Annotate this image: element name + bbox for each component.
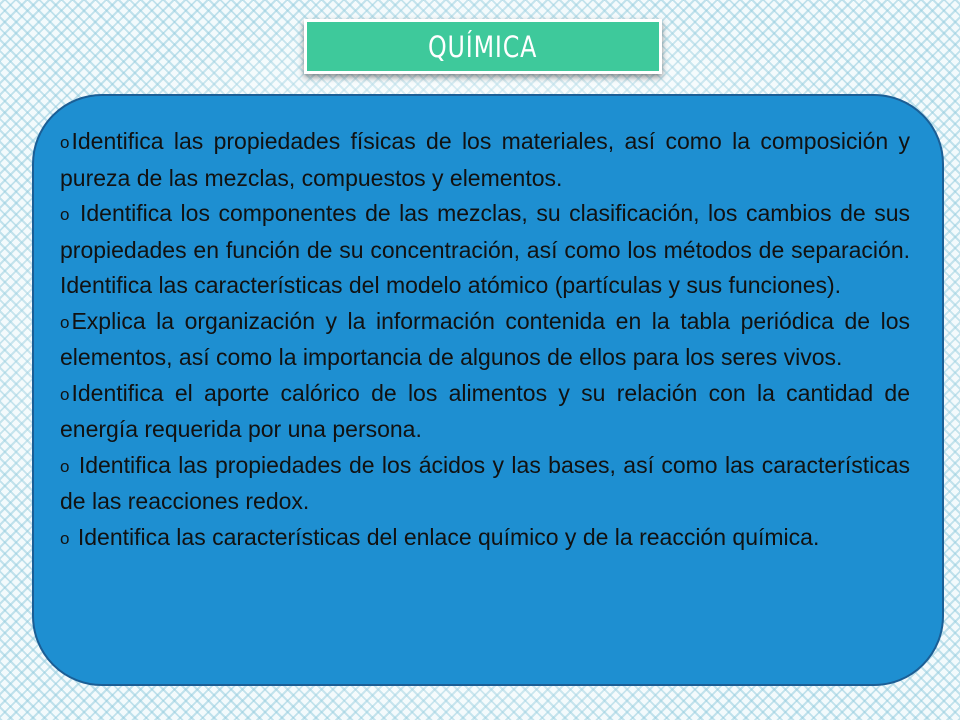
list-item-text: Explica la organización y la información contenida en la tabla periódica de los elementos, así como la importancia de algunos de ellos para los seres vivos. <box>60 307 910 370</box>
list-item <box>60 376 910 448</box>
list-item-text: Identifica el aporte calórico de los alimentos y su relación con la cantidad de energía requerida por una persona. <box>60 379 910 442</box>
list-item <box>60 448 910 520</box>
list-item-text: Identifica las propiedades de los ácidos y las bases, así como las características de las reacciones redox. <box>60 451 910 514</box>
bullet-icon: o <box>60 312 70 332</box>
list-item <box>60 520 910 557</box>
list-item-text: Identifica las características del enlace químico y de la reacción química. <box>71 523 820 550</box>
list-item <box>60 304 910 376</box>
list-item <box>60 196 910 304</box>
bullet-icon: o <box>60 133 70 152</box>
bullet-icon: o <box>60 384 70 404</box>
bullet-icon: o <box>60 456 70 476</box>
list-item-text: Identifica las propiedades físicas de los materiales, así como la composición y pureza de las mezclas, compuestos y elementos. <box>60 128 910 191</box>
bullet-icon: o <box>60 528 70 548</box>
bullet-icon: o <box>60 205 70 224</box>
bullet-list <box>60 124 910 556</box>
title-box <box>304 19 662 74</box>
slide-title: QUÍMICA <box>428 29 538 64</box>
list-item-text: Identifica los componentes de las mezclas, su clasificación, los cambios de sus propiedades en función de su concentración, así como los métodos de separación. Identifica las características del modelo atómico (partículas y sus funciones). <box>60 200 910 298</box>
list-item <box>60 124 910 196</box>
